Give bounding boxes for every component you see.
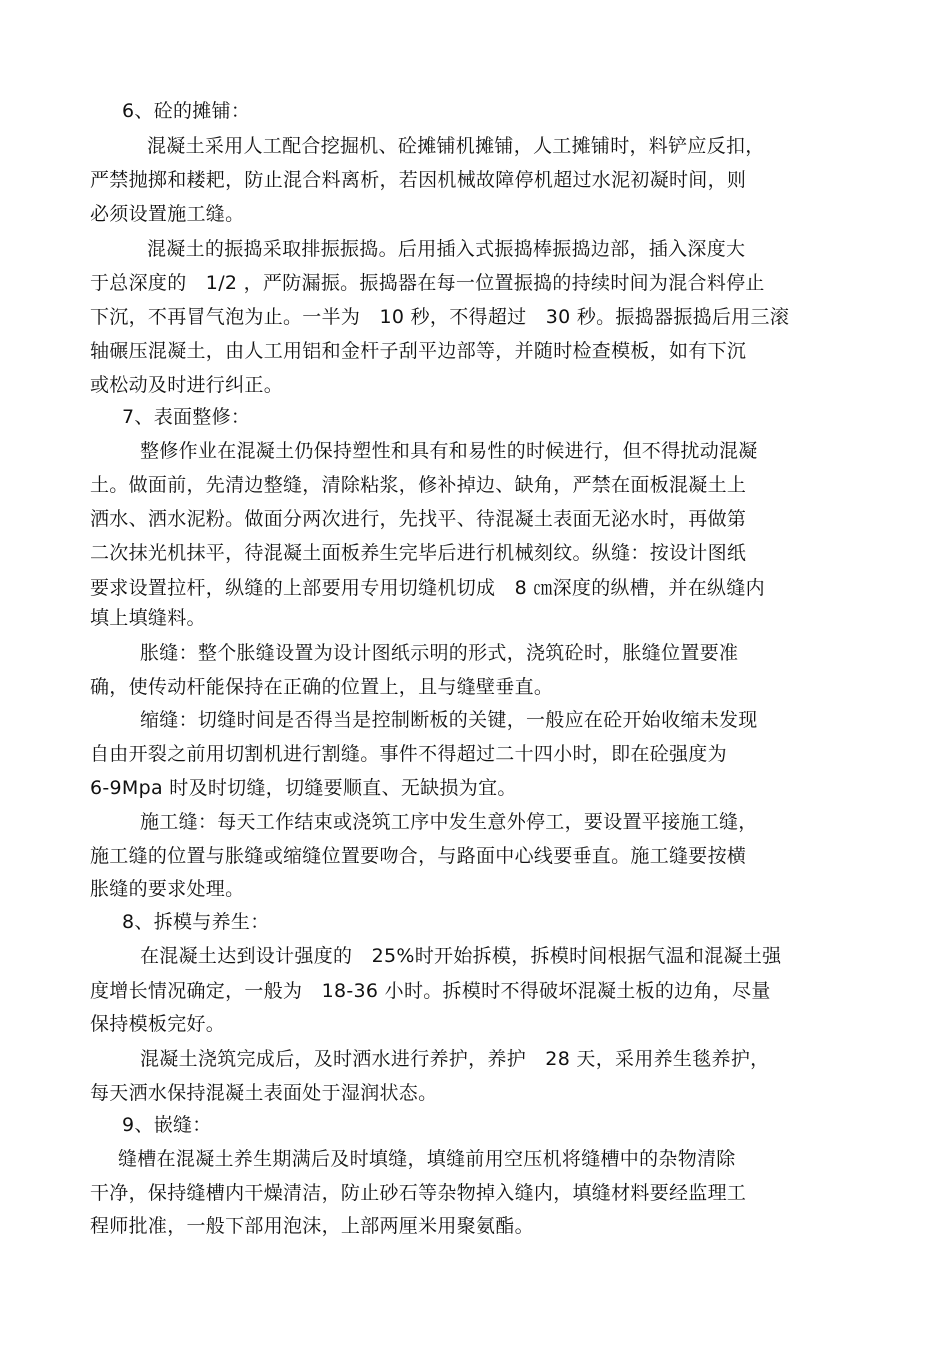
text-line: 下沉，不再冒气泡为止。一半为 10 秒，不得超过 30 秒。振捣器振捣后用三滚	[90, 306, 790, 328]
text-line: 混凝土浇筑完成后，及时洒水进行养护，养护 28 天，采用养生毯养护，	[140, 1048, 770, 1070]
text-line: 胀缝：整个胀缝设置为设计图纸示明的形式，浇筑砼时，胀缝位置要准	[140, 642, 739, 664]
text-line: 在混凝土达到设计强度的 25%时开始拆模，拆模时间根据气温和混凝土强	[140, 945, 782, 967]
text-line: 9、嵌缝：	[122, 1114, 212, 1136]
text-line: 确，使传动杆能保持在正确的位置上，且与缝壁垂直。	[90, 676, 554, 698]
text-line: 保持模板完好。	[90, 1013, 226, 1035]
text-line: 6、砼的摊铺：	[122, 100, 251, 122]
text-line: 必须设置施工缝。	[90, 203, 245, 225]
text-line: 6-9Mpa 时及时切缝，切缝要顺直、无缺损为宜。	[90, 777, 517, 799]
text-line: 程师批准，一般下部用泡沫，上部两厘米用聚氨酯。	[90, 1215, 534, 1237]
text-line: 施工缝的位置与胀缝或缩缝位置要吻合，与路面中心线要垂直。施工缝要按横	[90, 845, 747, 867]
text-line: 填上填缝料。	[90, 607, 206, 629]
text-line: 度增长情况确定，一般为 18-36 小时。拆模时不得破坏混凝土板的边角，尽量	[90, 980, 771, 1002]
text-line: 缝槽在混凝土养生期满后及时填缝，填缝前用空压机将缝槽中的杂物清除	[118, 1148, 736, 1170]
text-line: 每天洒水保持混凝土表面处于湿润状态。	[90, 1082, 438, 1104]
text-line: 严禁抛掷和耧耙，防止混合料离析，若因机械故障停机超过水泥初凝时间，则	[90, 169, 747, 191]
text-line: 洒水、洒水泥粉。做面分两次进行，先找平、待混凝土表面无泌水时，再做第	[90, 508, 747, 530]
text-line: 土。做面前，先清边整缝，清除粘浆，修补掉边、缺角，严禁在面板混凝土上	[90, 474, 747, 496]
text-line: 8、拆模与养生：	[122, 911, 270, 933]
text-line: 施工缝：每天工作结束或浇筑工序中发生意外停工，要设置平接施工缝，	[140, 811, 758, 833]
text-line: 胀缝的要求处理。	[90, 878, 245, 900]
text-line: 要求设置拉杆，纵缝的上部要用专用切缝机切成 8 ㎝深度的纵槽，并在纵缝内	[90, 577, 765, 599]
text-line: 7、表面整修：	[122, 406, 251, 428]
text-line: 混凝土采用人工配合挖掘机、砼摊铺机摊铺，人工摊铺时，料铲应反扣，	[147, 135, 765, 157]
text-line: 或松动及时进行纠正。	[90, 374, 284, 396]
text-line: 二次抹光机抹平，待混凝土面板养生完毕后进行机械刻纹。纵缝：按设计图纸	[90, 542, 747, 564]
text-line: 于总深度的 1/2 ，严防漏振。振捣器在每一位置振捣的持续时间为混合料停止	[90, 272, 765, 294]
text-line: 缩缝：切缝时间是否得当是控制断板的关键，一般应在砼开始收缩未发现	[140, 709, 758, 731]
text-line: 混凝土的振捣采取排振振捣。后用插入式振捣棒振捣边部，插入深度大	[147, 238, 746, 260]
text-line: 整修作业在混凝土仍保持塑性和具有和易性的时候进行，但不得扰动混凝	[140, 440, 758, 462]
text-line: 干净，保持缝槽内干燥清洁，防止砂石等杂物掉入缝内，填缝材料要经监理工	[90, 1182, 747, 1204]
text-line: 自由开裂之前用切割机进行割缝。事件不得超过二十四小时，即在砼强度为	[90, 743, 727, 765]
text-line: 轴碾压混凝土，由人工用铝和金杆子刮平边部等，并随时检查模板，如有下沉	[90, 340, 747, 362]
